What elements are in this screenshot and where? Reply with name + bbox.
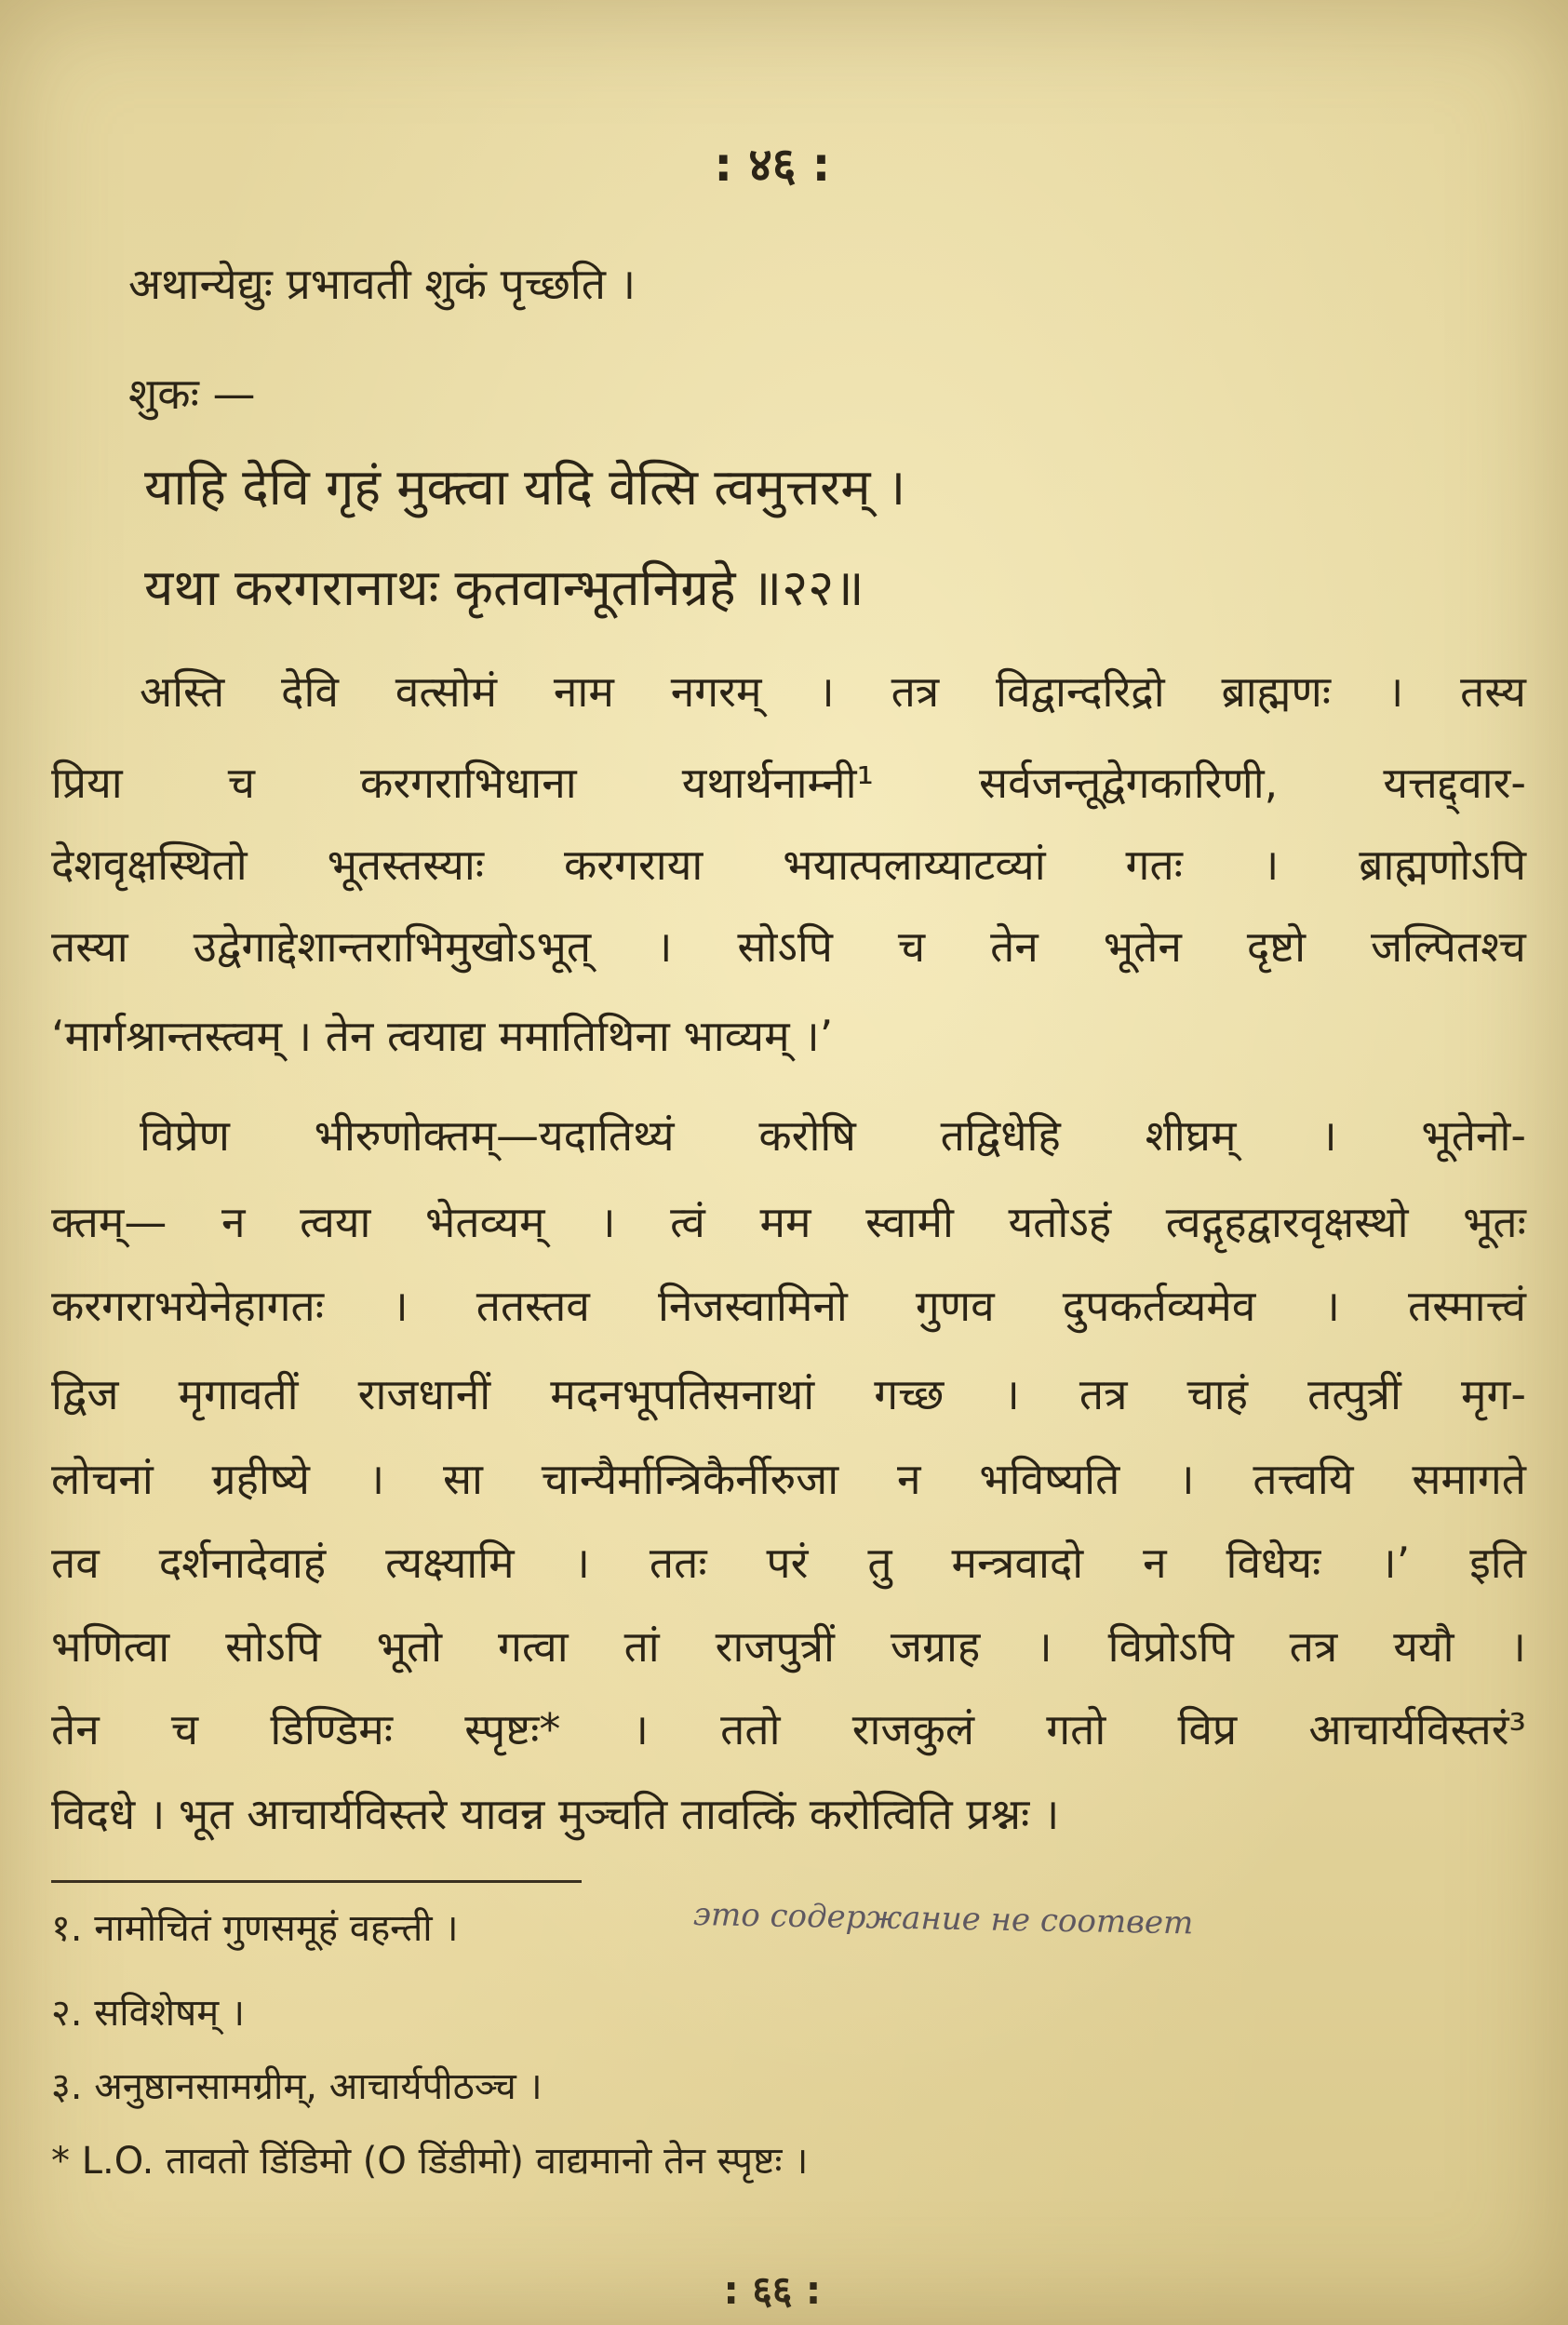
word: गतः bbox=[1125, 840, 1183, 890]
word: तु bbox=[867, 1538, 892, 1588]
word: गुणव bbox=[915, 1281, 995, 1331]
word: मदनभूपतिसनाथां bbox=[550, 1369, 815, 1419]
word: जग्राह bbox=[890, 1621, 981, 1672]
word: च bbox=[897, 921, 926, 972]
word: । bbox=[1387, 666, 1404, 717]
word: लोचनां bbox=[51, 1454, 154, 1504]
paragraph-2-line-5 bbox=[51, 1454, 1526, 1504]
word: गतो bbox=[1046, 1704, 1106, 1754]
word: वत्सोमं bbox=[395, 666, 498, 717]
word: यत्तद्द्वार- bbox=[1383, 758, 1526, 808]
word: तेन bbox=[990, 921, 1039, 972]
word: भूतेन bbox=[1103, 921, 1182, 972]
handwritten-annotation: это содержание не соответ bbox=[692, 1896, 1194, 1942]
word: राजकुलं bbox=[851, 1704, 975, 1754]
word: निजस्वामिनो bbox=[657, 1281, 848, 1331]
word: विप्रेण bbox=[140, 1110, 230, 1161]
word: उद्वेगाद्देशान्तराभिमुखोऽभूत् bbox=[193, 921, 592, 972]
paragraph-2-line-6 bbox=[51, 1538, 1526, 1588]
word: सोऽपि bbox=[737, 921, 833, 972]
word: भूतः bbox=[1463, 1197, 1526, 1247]
word: आचार्यविस्तरं³ bbox=[1308, 1704, 1526, 1754]
word: न bbox=[1143, 1538, 1167, 1588]
word: न bbox=[896, 1454, 921, 1504]
word: गत्वा bbox=[498, 1621, 569, 1672]
footnote-asterisk: * L.O. तावतो डिंडिमो (O डिंडीमो) वाद्यमानो तेन स्पृष्टः । bbox=[51, 2140, 809, 2183]
word: । bbox=[1320, 1110, 1337, 1161]
word: । bbox=[1262, 840, 1280, 890]
word: । bbox=[632, 1704, 649, 1754]
word: । bbox=[1036, 1621, 1052, 1672]
word: भेतव्यम् bbox=[425, 1197, 545, 1247]
word: । bbox=[1509, 1621, 1526, 1672]
word: तद्विधेहि bbox=[940, 1110, 1061, 1161]
word: ग्रहीष्ये bbox=[211, 1454, 310, 1504]
word: न bbox=[221, 1197, 246, 1247]
word: तत्त्वयि bbox=[1253, 1454, 1354, 1504]
word: विधेयः bbox=[1226, 1538, 1321, 1588]
paragraph-1-line-4 bbox=[51, 921, 1526, 972]
word: ययौ bbox=[1393, 1621, 1454, 1672]
word: मम bbox=[759, 1197, 811, 1247]
word: त्वं bbox=[670, 1197, 705, 1247]
word: । bbox=[656, 921, 673, 972]
word: शीघ्रम् bbox=[1145, 1110, 1237, 1161]
word: भूतस्तस्याः bbox=[327, 840, 485, 890]
paragraph-2-line-4 bbox=[51, 1369, 1526, 1419]
word: गच्छ bbox=[874, 1369, 945, 1419]
word: भविष्यति bbox=[979, 1454, 1120, 1504]
word: तव bbox=[51, 1538, 100, 1588]
word: जल्पितश्च bbox=[1371, 921, 1526, 972]
paragraph-1-line-3 bbox=[51, 840, 1526, 890]
paragraph-2-line-7 bbox=[51, 1621, 1526, 1672]
word: त्यक्ष्यामि bbox=[385, 1538, 515, 1588]
intro-line: अथान्येद्युः प्रभावती शुकं पृच्छति । bbox=[128, 259, 637, 309]
word: देवि bbox=[281, 666, 339, 717]
word: चान्यैर्मान्त्रिकैर्नीरुजा bbox=[541, 1454, 839, 1504]
word: ततो bbox=[720, 1704, 781, 1754]
word: विद्वान्दरिद्रो bbox=[996, 666, 1165, 717]
word: तत्र bbox=[891, 666, 940, 717]
word: मन्त्रवादो bbox=[951, 1538, 1084, 1588]
word: तत्पुत्रीं bbox=[1307, 1369, 1401, 1419]
word: चाहं bbox=[1186, 1369, 1249, 1419]
word: भणित्वा bbox=[51, 1621, 170, 1672]
word: करोषि bbox=[758, 1110, 856, 1161]
word: अस्ति bbox=[140, 666, 225, 717]
word: स्वामी bbox=[865, 1197, 954, 1247]
word: इति bbox=[1469, 1538, 1526, 1588]
word: तस्या bbox=[51, 921, 128, 972]
word: । bbox=[599, 1197, 616, 1247]
word: दर्शनादेवाहं bbox=[158, 1538, 327, 1588]
footnote-3: ३. अनुष्ठानसामग्रीम्, आचार्यपीठञ्च । bbox=[51, 2065, 543, 2108]
word: द्विज bbox=[51, 1369, 119, 1419]
word: । bbox=[818, 666, 835, 717]
word: देशवृक्षस्थितो bbox=[51, 840, 248, 890]
word: । bbox=[368, 1454, 385, 1504]
paragraph-1-line-1 bbox=[140, 666, 1526, 717]
footnote-1: १. नामोचितं गुणसमूहं वहन्ती । bbox=[51, 1907, 459, 1950]
word: स्पृष्टः* bbox=[464, 1704, 561, 1754]
word: यतोऽहं bbox=[1008, 1197, 1112, 1247]
word: ततः bbox=[649, 1538, 707, 1588]
footnote-divider bbox=[51, 1880, 582, 1883]
word: क्तम्— bbox=[51, 1197, 168, 1247]
word: भयात्पलाय्याटव्यां bbox=[783, 840, 1046, 890]
word: दृष्टो bbox=[1246, 921, 1307, 972]
word: सर्वजन्तूद्वेगकारिणी, bbox=[978, 758, 1279, 808]
word: विप्रोऽपि bbox=[1107, 1621, 1234, 1672]
word: नगरम् bbox=[670, 666, 762, 717]
word: ।’ bbox=[1380, 1538, 1411, 1588]
verse-line-1: याहि देवि गृहं मुक्त्वा यदि वेत्सि त्वमुत्तरम् । bbox=[144, 458, 906, 517]
paragraph-2-line-3 bbox=[51, 1281, 1526, 1331]
word: मृगावतीं bbox=[178, 1369, 299, 1419]
speaker-label: शुकः — bbox=[128, 369, 256, 419]
word: मृग- bbox=[1460, 1369, 1526, 1419]
verse-line-2: यथा करगरानाथः कृतवान्भूतनिग्रहे ॥२२॥ bbox=[144, 558, 864, 617]
paragraph-2-line-9: विदधे । भूत आचार्यविस्तरे यावन्न मुञ्चति तावत्किं करोत्विति प्रश्नः । bbox=[51, 1789, 1060, 1839]
word: । bbox=[1178, 1454, 1195, 1504]
word: समागते bbox=[1412, 1454, 1526, 1504]
word: तस्मात्त्वं bbox=[1408, 1281, 1526, 1331]
word: करगराभिधाना bbox=[360, 758, 577, 808]
word: यथार्थनाम्नी¹ bbox=[681, 758, 874, 808]
word: तस्य bbox=[1460, 666, 1526, 717]
word: राजपुत्रीं bbox=[715, 1621, 835, 1672]
word: डिण्डिमः bbox=[270, 1704, 394, 1754]
word: । bbox=[392, 1281, 409, 1331]
word: ततस्तव bbox=[476, 1281, 590, 1331]
word: दुपकर्तव्यमेव bbox=[1062, 1281, 1256, 1331]
word: त्वद्गृहद्वारवृक्षस्थो bbox=[1165, 1197, 1409, 1247]
word: तत्र bbox=[1079, 1369, 1128, 1419]
word: प्रिया bbox=[51, 758, 123, 808]
word: परं bbox=[766, 1538, 809, 1588]
word: सा bbox=[442, 1454, 483, 1504]
word: तेन bbox=[51, 1704, 100, 1754]
word: तत्र bbox=[1289, 1621, 1338, 1672]
word: भूतेनो- bbox=[1421, 1110, 1526, 1161]
word: ब्राह्मणः bbox=[1221, 666, 1332, 717]
word: तां bbox=[623, 1621, 660, 1672]
footnote-2: २. सविशेषम् । bbox=[51, 1992, 245, 2035]
word: करगराभयेनेहागतः bbox=[51, 1281, 325, 1331]
word: । bbox=[1003, 1369, 1020, 1419]
word: च bbox=[227, 758, 255, 808]
word: । bbox=[573, 1538, 590, 1588]
word: विप्र bbox=[1177, 1704, 1238, 1754]
word: त्वया bbox=[300, 1197, 371, 1247]
word: भीरुणोक्तम्—यदातिथ्यं bbox=[314, 1110, 675, 1161]
word: नाम bbox=[553, 666, 614, 717]
paragraph-2-line-2 bbox=[51, 1197, 1526, 1247]
word: ब्राह्मणोऽपि bbox=[1359, 840, 1526, 890]
page-footer-number: : ६६ : bbox=[723, 2267, 822, 2313]
word: च bbox=[170, 1704, 199, 1754]
paragraph-1-line-2 bbox=[51, 758, 1526, 808]
word: राजधानीं bbox=[357, 1369, 491, 1419]
paragraph-1-line-5: ‘मार्गश्रान्तस्त्वम् । तेन त्वयाद्य ममातिथिना भाव्यम् ।’ bbox=[51, 1011, 834, 1061]
paragraph-2-line-8 bbox=[51, 1704, 1526, 1754]
word: सोऽपि bbox=[225, 1621, 321, 1672]
word: । bbox=[1323, 1281, 1340, 1331]
page-header-number: : ४६ : bbox=[714, 138, 831, 192]
word: करगराया bbox=[563, 840, 704, 890]
word: भूतो bbox=[376, 1621, 443, 1672]
paragraph-2-line-1 bbox=[140, 1110, 1526, 1161]
